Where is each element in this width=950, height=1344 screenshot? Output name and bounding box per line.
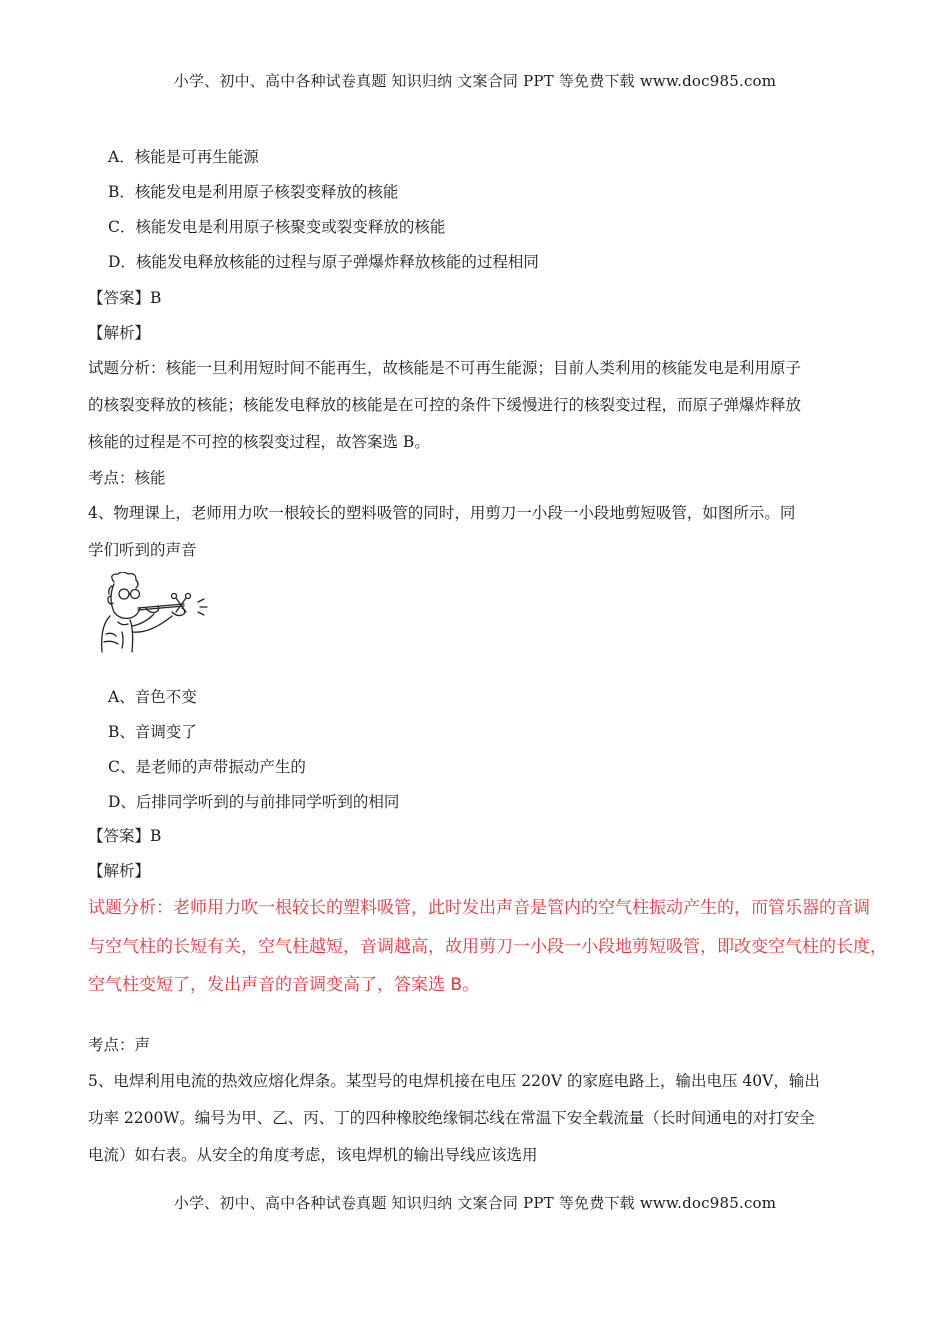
q3-option-c: C．核能发电是利用原子核聚变或裂变释放的核能	[108, 218, 446, 236]
q3-analysis-label: 【解析】	[88, 324, 151, 342]
q4-option-a: A、音色不变	[108, 688, 197, 706]
q3-analysis-line: 的核裂变释放的核能；核能发电释放的核能是在可控的条件下缓慢进行的核裂变过程，而原子弹爆炸释放	[88, 396, 802, 414]
q3-analysis-line: 试题分析：核能一旦利用短时间不能再生，故核能是不可再生能源；目前人类利用的核能发电是利用原子	[88, 359, 802, 377]
q3-answer: 【答案】B	[88, 289, 162, 307]
q5-stem-line: 电流）如右表。从安全的角度考虑，该电焊机的输出导线应该选用	[88, 1146, 538, 1164]
q4-analysis-line: 空气柱变短了，发出声音的音调变高了，答案选 B。	[88, 975, 480, 995]
q3-kaodian: 考点：核能	[88, 469, 166, 487]
q4-option-c: C、是老师的声带振动产生的	[108, 758, 306, 776]
q4-analysis-line: 试题分析：老师用力吹一根较长的塑料吸管，此时发出声音是管内的空气柱振动产生的，而管乐器的音调	[88, 898, 870, 918]
q4-analysis-line: 与空气柱的长短有关，空气柱越短，音调越高，故用剪刀一小段一小段地剪短吸管，即改变空气柱的长度，	[88, 937, 887, 957]
q4-option-d: D、后排同学听到的与前排同学听到的相同	[108, 793, 400, 811]
q4-kaodian: 考点：声	[88, 1036, 151, 1054]
q3-option-a: A．核能是可再生能源	[108, 148, 259, 166]
q4-option-b: B、音调变了	[108, 723, 197, 741]
page-header: 小学、初中、高中各种试卷真题 知识归纳 文案合同 PPT 等免费下载 www.doc985.com	[173, 72, 777, 90]
teacher-blowing-straw-illustration	[92, 572, 218, 654]
q5-stem-line: 5、电焊利用电流的热效应熔化焊条。某型号的电焊机接在电压 220V 的家庭电路上，输出电压 40V，输出	[88, 1072, 820, 1090]
page-footer: 小学、初中、高中各种试卷真题 知识归纳 文案合同 PPT 等免费下载 www.doc985.com	[173, 1194, 777, 1212]
q5-stem-line: 功率 2200W。编号为甲、乙、丙、丁的四种橡胶绝缘铜芯线在常温下安全载流量（长时间通电的对打安全	[88, 1109, 815, 1127]
q4-answer: 【答案】B	[88, 827, 162, 845]
q3-analysis-line: 核能的过程是不可控的核裂变过程，故答案选 B。	[88, 433, 430, 451]
q4-analysis-label: 【解析】	[88, 862, 151, 880]
q3-option-d: D．核能发电释放核能的过程与原子弹爆炸释放核能的过程相同	[108, 253, 539, 271]
q4-stem-line: 学们听到的声音	[88, 541, 197, 559]
q3-option-b: B．核能发电是利用原子核裂变释放的核能	[108, 183, 399, 201]
q4-stem-line: 4、物理课上，老师用力吹一根较长的塑料吸管的同时，用剪刀一小段一小段地剪短吸管，如图所示。同	[88, 504, 796, 522]
